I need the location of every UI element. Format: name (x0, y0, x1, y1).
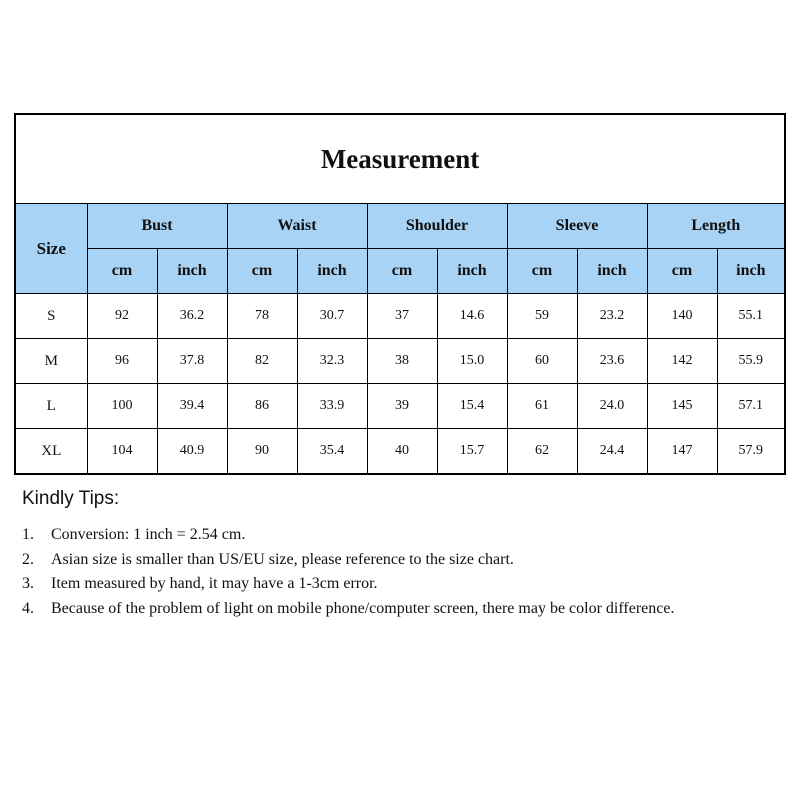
unit-header-inch: inch (437, 249, 507, 294)
tip-number: 2. (22, 550, 34, 568)
unit-header-cm: cm (507, 249, 577, 294)
table-cell: 39 (367, 384, 437, 429)
unit-header-inch: inch (297, 249, 367, 294)
size-cell: XL (15, 429, 87, 475)
size-cell: L (15, 384, 87, 429)
table-cell: 38 (367, 339, 437, 384)
tip-text: Asian size is smaller than US/EU size, please reference to the size chart. (51, 550, 514, 568)
table-cell: 61 (507, 384, 577, 429)
table-cell: 147 (647, 429, 717, 475)
table-cell: 36.2 (157, 294, 227, 339)
table-cell: 55.9 (717, 339, 785, 384)
table-cell: 35.4 (297, 429, 367, 475)
group-header-bust: Bust (87, 204, 227, 249)
table-cell: 90 (227, 429, 297, 475)
table-cell: 15.7 (437, 429, 507, 475)
list-item (22, 548, 762, 573)
table-cell: 33.9 (297, 384, 367, 429)
table-cell: 60 (507, 339, 577, 384)
table-row (15, 294, 785, 339)
table-cell: 24.4 (577, 429, 647, 475)
table-cell: 15.0 (437, 339, 507, 384)
table-cell: 15.4 (437, 384, 507, 429)
size-cell: M (15, 339, 87, 384)
table-cell: 82 (227, 339, 297, 384)
table-cell: 37.8 (157, 339, 227, 384)
tip-number: 4. (22, 599, 34, 617)
tips-title: Kindly Tips: (22, 488, 120, 509)
unit-header-cm: cm (647, 249, 717, 294)
table-cell: 142 (647, 339, 717, 384)
table-cell: 23.2 (577, 294, 647, 339)
table-cell: 24.0 (577, 384, 647, 429)
table-cell: 14.6 (437, 294, 507, 339)
size-chart-table (14, 113, 786, 475)
unit-header-cm: cm (227, 249, 297, 294)
tip-text: Conversion: 1 inch = 2.54 cm. (51, 526, 246, 543)
group-header-shoulder: Shoulder (367, 204, 507, 249)
group-header-sleeve: Sleeve (507, 204, 647, 249)
unit-header-cm: cm (87, 249, 157, 294)
tip-number: 1. (22, 526, 34, 543)
group-header-waist: Waist (227, 204, 367, 249)
list-item (22, 597, 762, 622)
table-cell: 23.6 (577, 339, 647, 384)
table-cell: 40.9 (157, 429, 227, 475)
table-cell: 37 (367, 294, 437, 339)
unit-header-inch: inch (157, 249, 227, 294)
table-cell: 59 (507, 294, 577, 339)
table-cell: 30.7 (297, 294, 367, 339)
table-cell: 55.1 (717, 294, 785, 339)
tip-text: Because of the problem of light on mobile phone/computer screen, there may be color difference. (51, 599, 675, 617)
table-title: Measurement (15, 114, 785, 204)
list-item (22, 523, 762, 548)
table-cell: 92 (87, 294, 157, 339)
table-cell: 145 (647, 384, 717, 429)
table-cell: 40 (367, 429, 437, 475)
tip-text: Item measured by hand, it may have a 1-3cm error. (51, 575, 378, 592)
table-row (15, 384, 785, 429)
unit-header-cm: cm (367, 249, 437, 294)
table-row (15, 339, 785, 384)
table-cell: 96 (87, 339, 157, 384)
table-row (15, 429, 785, 475)
table-cell: 86 (227, 384, 297, 429)
table-cell: 100 (87, 384, 157, 429)
table-cell: 57.9 (717, 429, 785, 475)
table-cell: 57.1 (717, 384, 785, 429)
table-cell: 140 (647, 294, 717, 339)
list-item (22, 572, 762, 597)
size-cell: S (15, 294, 87, 339)
kindly-tips-section (22, 488, 762, 621)
tips-list (22, 523, 762, 621)
table-cell: 62 (507, 429, 577, 475)
tip-number: 3. (22, 575, 34, 592)
unit-header-inch: inch (717, 249, 785, 294)
table-cell: 32.3 (297, 339, 367, 384)
unit-header-inch: inch (577, 249, 647, 294)
size-column-header: Size (15, 204, 87, 294)
group-header-length: Length (647, 204, 785, 249)
table-cell: 104 (87, 429, 157, 475)
table-cell: 78 (227, 294, 297, 339)
table-cell: 39.4 (157, 384, 227, 429)
